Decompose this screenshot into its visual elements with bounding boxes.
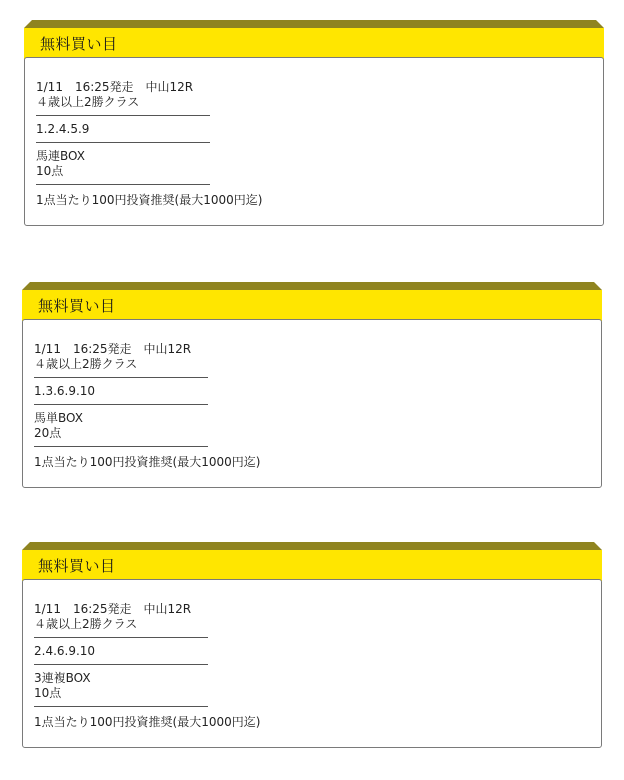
race-info-row — [34, 602, 208, 638]
card-header — [22, 550, 602, 581]
investment-note: 1点当たり100円投資推奨(最大1000円迄) — [34, 455, 261, 469]
investment-note: 1点当たり100円投資推奨(最大1000円迄) — [34, 715, 261, 729]
bet-type-row — [34, 671, 208, 707]
race-datetime-venue: 1/11 16:25発走 中山12R — [34, 342, 192, 356]
bet-type: 馬単BOX — [34, 411, 83, 425]
bet-type: 3連複BOX — [34, 671, 91, 685]
free-pick-card-1 — [24, 20, 604, 226]
card-header-bevel — [24, 20, 604, 28]
race-datetime-venue: 1/11 16:25発走 中山12R — [36, 80, 194, 94]
card-body — [24, 57, 604, 226]
horse-numbers-row — [34, 644, 208, 665]
horse-numbers: 1.3.6.9.10 — [34, 384, 96, 398]
free-pick-card-3 — [22, 542, 602, 748]
race-datetime-venue: 1/11 16:25発走 中山12R — [34, 602, 192, 616]
investment-note-row — [34, 713, 601, 735]
card-title: 無料買い目 — [38, 557, 116, 575]
investment-note-row — [36, 191, 603, 213]
horse-numbers-row — [34, 384, 208, 405]
bet-points: 10点 — [36, 164, 64, 178]
race-info-row — [34, 342, 208, 378]
race-class: ４歳以上2勝クラス — [34, 357, 138, 371]
card-header — [22, 290, 602, 321]
bet-points: 20点 — [34, 426, 62, 440]
card-header — [24, 28, 604, 59]
race-class: ４歳以上2勝クラス — [36, 95, 140, 109]
card-header-bevel — [22, 282, 602, 290]
investment-note: 1点当たり100円投資推奨(最大1000円迄) — [36, 193, 263, 207]
horse-numbers: 2.4.6.9.10 — [34, 644, 96, 658]
card-body — [22, 579, 602, 748]
race-info-row — [36, 80, 210, 116]
horse-numbers: 1.2.4.5.9 — [36, 122, 90, 136]
card-title: 無料買い目 — [38, 297, 116, 315]
card-title: 無料買い目 — [40, 35, 118, 53]
card-body — [22, 319, 602, 488]
horse-numbers-row — [36, 122, 210, 143]
card-header-bevel — [22, 542, 602, 550]
free-pick-card-2 — [22, 282, 602, 488]
bet-type-row — [34, 411, 208, 447]
bet-type: 馬連BOX — [36, 149, 85, 163]
bet-points: 10点 — [34, 686, 62, 700]
race-class: ４歳以上2勝クラス — [34, 617, 138, 631]
bet-type-row — [36, 149, 210, 185]
investment-note-row — [34, 453, 601, 475]
